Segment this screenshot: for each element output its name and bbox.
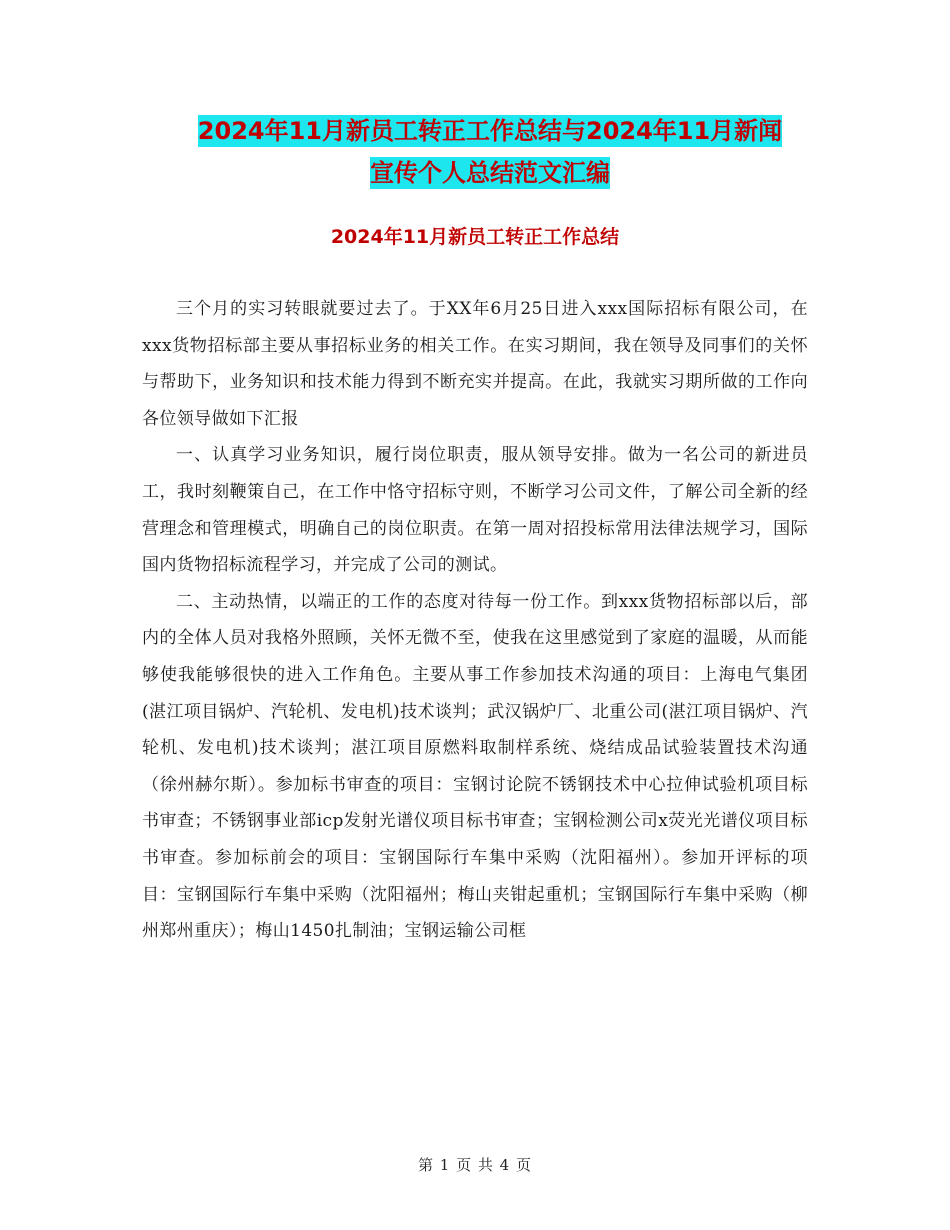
section-title: 2024年11月新员工转正工作总结 bbox=[330, 226, 620, 248]
paragraph: 三个月的实习转眼就要过去了。于XX年6月25日进入xxx国际招标有限公司，在xxx货物招标部主要从事招标业务的相关工作。在实习期间，我在领导及同事们的关怀与帮助下，业务知识和技术能力得到不断充实并提高。在此，我就实习期所做的工作向各位领导做如下汇报 bbox=[142, 299, 808, 429]
document-body bbox=[142, 291, 808, 950]
page-footer: 第 1 页 共 4 页 bbox=[418, 1156, 532, 1174]
document-title-line2: 宣传个人总结范文汇编 bbox=[370, 159, 610, 187]
paragraph: 二、主动热情，以端正的工作的态度对待每一份工作。到xxx货物招标部以后，部内的全体人员对我格外照顾，关怀无微不至，使我在这里感觉到了家庭的温暖，从而能够使我能够很快的进入工作角色。主要从事工作参加技术沟通的项目：上海电气集团(湛江项目锅炉、汽轮机、发电机)技术谈判；武汉锅炉厂、北重公司(湛江项目锅炉、汽轮机、发电机)技术谈判；湛江项目原燃料取制样系统、烧结成品试验装置技术沟通（徐州赫尔斯）。参加标书审查的项目：宝钢讨论院不锈钢技术中心拉伸试验机项目标书审查；不锈钢事业部icp发射光谱仪项目标书审查；宝钢检测公司x荧光光谱仪项目标书审查。参加标前会的项目：宝钢国际行车集中采购（沈阳福州）。参加开评标的项目：宝钢国际行车集中采购（沈阳福州；梅山夹钳起重机；宝钢国际行车集中采购（柳州郑州重庆）；梅山1450扎制油；宝钢运输公司框 bbox=[142, 591, 808, 942]
document-title bbox=[140, 110, 840, 194]
document-title-line1: 2024年11月新员工转正工作总结与2024年11月新闻 bbox=[197, 117, 783, 145]
paragraph: 一、认真学习业务知识，履行岗位职责，服从领导安排。做为一名公司的新进员工，我时刻鞭策自己，在工作中恪守招标守则，不断学习公司文件，了解公司全新的经营理念和管理模式，明确自己的岗位职责。在第一周对招投标常用法律法规学习，国际国内货物招标流程学习，并完成了公司的测试。 bbox=[142, 445, 808, 576]
